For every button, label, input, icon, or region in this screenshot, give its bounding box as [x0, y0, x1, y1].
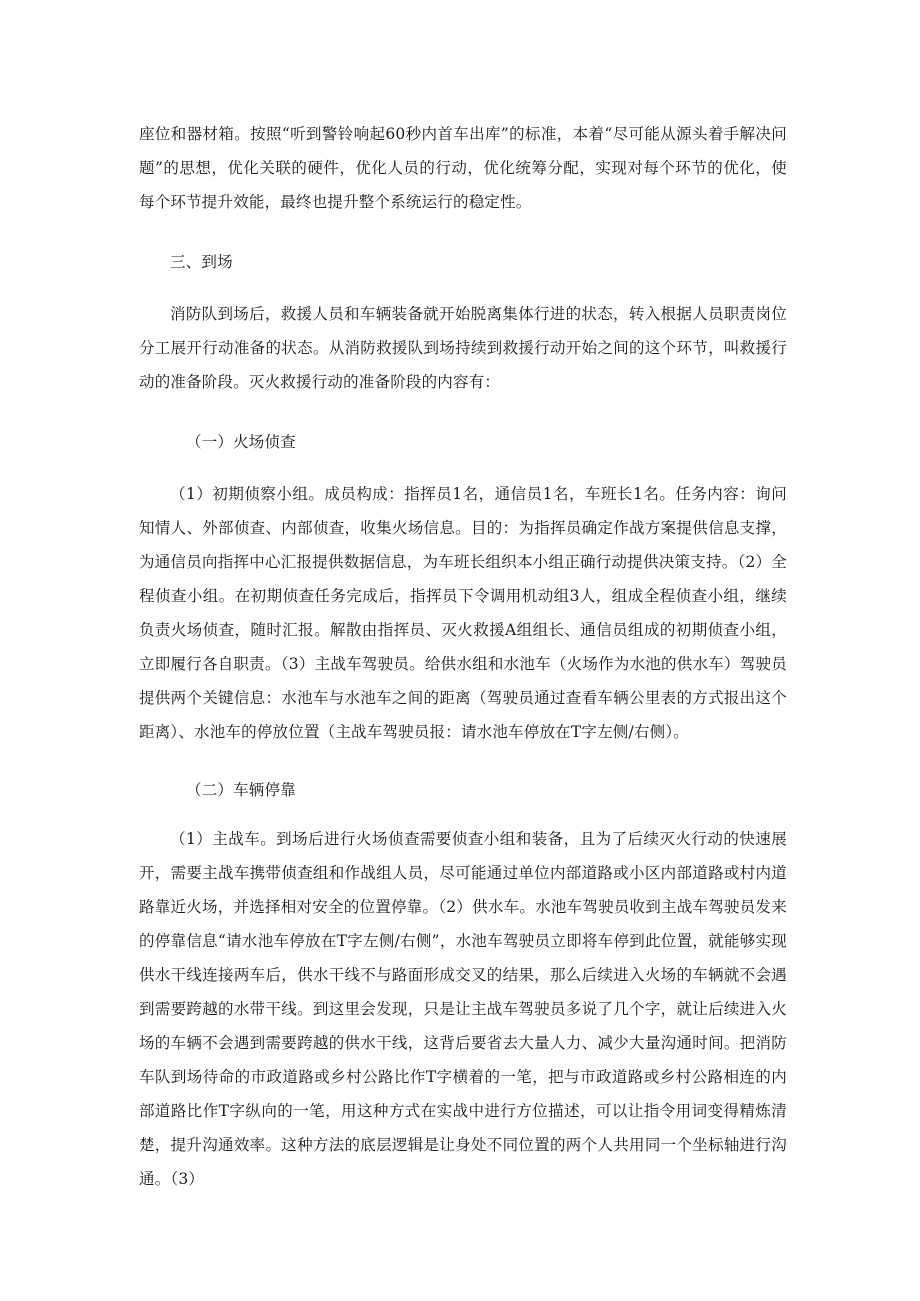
subsection-heading-fire-reconnaissance: （一）火场侦查	[186, 433, 296, 451]
paragraph-hardware-optimization: 座位和器材箱。按照“听到警铃响起60秒内首车出库”的标准，本着“尽可能从源头着手解决问题”的思想，优化关联的硬件，优化人员的行动，优化统筹分配，实现对每个环节的优化，使每个环节提升效能，最终也提升整个系统运行的稳定性。	[139, 125, 787, 211]
paragraph-reconnaissance-teams: （1）初期侦察小组。成员构成：指挥员1名，通信员1名，车班长1名。任务内容：询问知情人、外部侦查、内部侦查，收集火场信息。目的：为指挥员确定作战方案提供信息支撑，为通信员向指挥中心汇报提供数据信息，为车班长组织本小组正确行动提供决策支持。（2）全程侦查小组。在初期侦查任务完成后，指挥员下令调用机动组3人，组成全程侦查小组，继续负责火场侦查，随时汇报。解散由指挥员、灭火救援A组组长、通信员组成的初期侦查小组，立即履行各自职责。（3）主战车驾驶员。给供水组和水池车（火场作为水池的供水车）驾驶员提供两个关键信息：水池车与水池车之间的距离（驾驶员通过查看车辆公里表的方式报出这个距离）、水池车的停放位置（主战车驾驶员报：请水池车停放在T字左侧/右侧）。	[139, 485, 787, 741]
section-heading-arrival: 三、到场	[170, 253, 233, 271]
paragraph-vehicle-parking: （1）主战车。到场后进行火场侦查需要侦查小组和装备，且为了后续灭火行动的快速展开，需要主战车携带侦查组和作战组人员，尽可能通过单位内部道路或小区内部道路或村内道路靠近火场，并选择相对安全的位置停靠。（2）供水车。水池车驾驶员收到主战车驾驶员发来的停靠信息“请水池车停放在T字左侧/右侧”，水池车驾驶员立即将车停到此位置，就能够实现供水干线连接两车后，供水干线不与路面形成交叉的结果，那么后续进入火场的车辆就不会遇到需要跨越的水带干线。到这里会发现，只是让主战车驾驶员多说了几个字，就让后续进入火场的车辆不会遇到需要跨越的供水干线，这背后要省去大量人力、减少大量沟通时间。把消防车队到场待命的市政道路或乡村公路比作T字横着的一笔，把与市政道路或乡村公路相连的内部道路比作T字纵向的一笔，用这种方式在实战中进行方位描述，可以让指令用词变得精炼清楚，提升沟通效率。这种方法的底层逻辑是让身处不同位置的两个人共用同一个坐标轴进行沟通。（3）	[139, 830, 787, 1188]
subsection-heading-vehicle-parking: （二）车辆停靠	[186, 781, 296, 799]
paragraph-arrival-intro: 消防队到场后，救援人员和车辆装备就开始脱离集体行进的状态，转入根据人员职责岗位分工展开行动准备的状态。从消防救援队到场持续到救援行动开始之间的这个环节，叫救援行动的准备阶段。灭火救援行动的准备阶段的内容有：	[139, 305, 787, 391]
